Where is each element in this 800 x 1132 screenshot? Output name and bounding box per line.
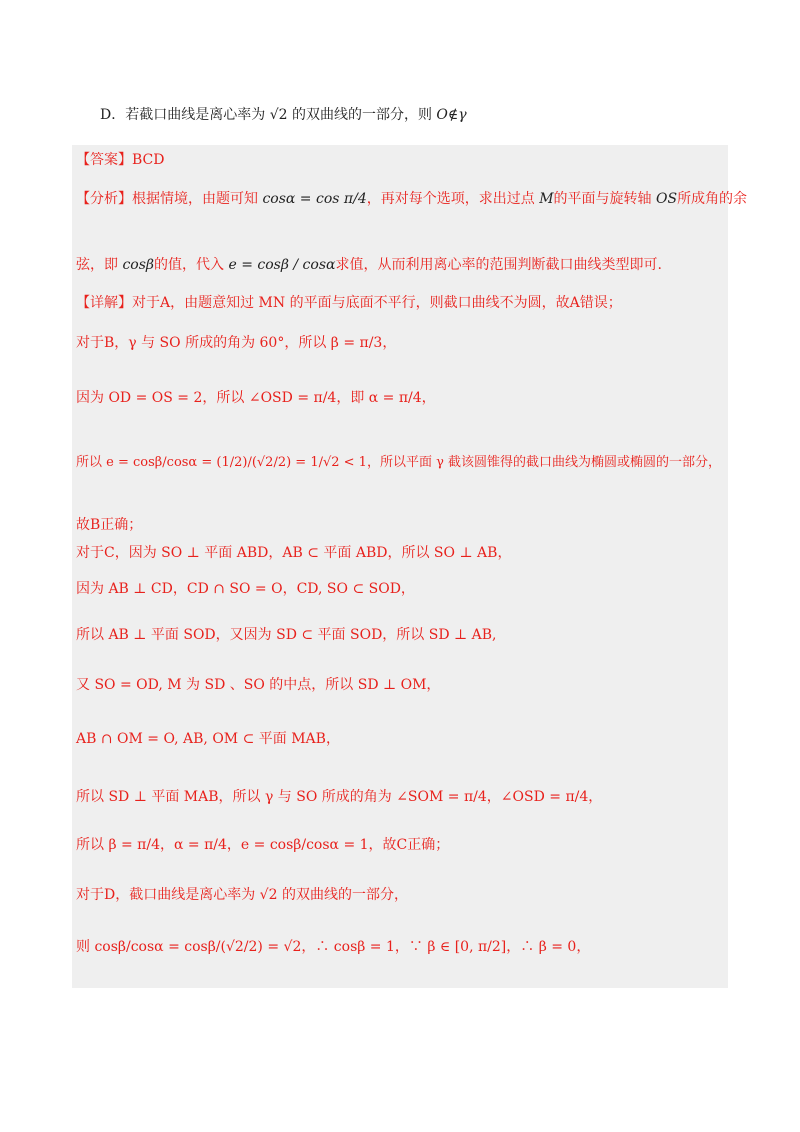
detail-line-c1: 对于C，因为 SO ⊥ 平面 ABD，AB ⊂ 平面 ABD，所以 SO ⊥ AB， [76,545,512,561]
analysis-text: ，再对每个选项，求出过点 [366,191,535,207]
detail-line-c7: 所以 β = π/4，α = π/4，e = cosβ/cosα = 1，故C正确； [76,837,450,853]
answer-value: BCD [132,152,165,168]
axis-os: OS [655,191,678,207]
answer-tag: 【答案】 [76,152,132,168]
detail-line-d2: 则 cosβ/cosα = cosβ/(√2/2) = √2，∴ cosβ = 1，∵ β ∈ [0, π/2]，∴ β = 0， [76,939,591,955]
detail-tag: 【详解】 [76,295,132,311]
option-d-label: D．若截口曲线是离心率为 [100,107,266,123]
eccentricity-formula: e = cosβ / cosα [228,257,336,273]
detail-line-c6: 所以 SD ⊥ 平面 MAB，所以 γ 与 SO 所成的角为 ∠SOM = π/4，∠OSD = π/4， [76,789,603,805]
detail-text: 对于A，由题意知过 MN 的平面与底面不平行，则截口曲线不为圆，故A错误； [132,295,622,311]
analysis-tag: 【分析】 [76,191,132,207]
analysis-line-1 [76,189,748,209]
solution-box [72,145,748,988]
analysis-text: 的平面与旋转轴 [553,191,652,207]
answer-line [76,150,724,170]
detail-line-d1: 对于D，截口曲线是离心率为 √2 的双曲线的一部分， [76,887,408,903]
analysis-line-2 [76,255,724,275]
analysis-text: 所成角的余 [677,191,748,207]
detail-line-c2: 因为 AB ⊥ CD，CD ∩ SO = O，CD, SO ⊂ SOD， [76,581,415,597]
option-d-suffix: 的双曲线的一部分，则 [291,107,432,123]
analysis-text: 弦，即 [76,257,118,273]
detail-line-b1: 对于B，γ 与 SO 所成的角为 60°，所以 β = π/3， [76,335,397,351]
detail-line-b4: 故B正确； [76,517,143,533]
point-m: M [539,191,554,207]
analysis-formula: cosα = cos π/4 [262,191,367,207]
detail-line-b3: 所以 e = cosβ/cosα = (1/2)/(√2/2) = 1/√2 < 1，所以平面 γ 截该圆锥得的截口曲线为椭圆或椭圆的一部分， [76,455,721,470]
detail-line-b2: 因为 OD = OS = 2，所以 ∠OSD = π/4，即 α = π/4， [76,390,436,406]
detail-line-c4: 又 SO = OD, M 为 SD 、SO 的中点，所以 SD ⊥ OM， [76,677,441,693]
detail-line-c3: 所以 AB ⊥ 平面 SOD，又因为 SD ⊂ 平面 SOD，所以 SD ⊥ AB, [76,627,497,643]
analysis-text: 求值，从而利用离心率的范围判断截口曲线类型即可. [335,257,662,273]
cos-beta: cosβ [122,257,155,273]
analysis-text: 的值，代入 [154,257,225,273]
sqrt2-value: √2 [269,107,288,123]
analysis-text: 根据情境，由题可知 [132,191,258,207]
option-d-math: O∉γ [436,107,467,123]
detail-line-c5: AB ∩ OM = O, AB, OM ⊂ 平面 MAB， [76,731,340,747]
option-d [100,100,740,130]
detail-line-a [76,293,724,313]
